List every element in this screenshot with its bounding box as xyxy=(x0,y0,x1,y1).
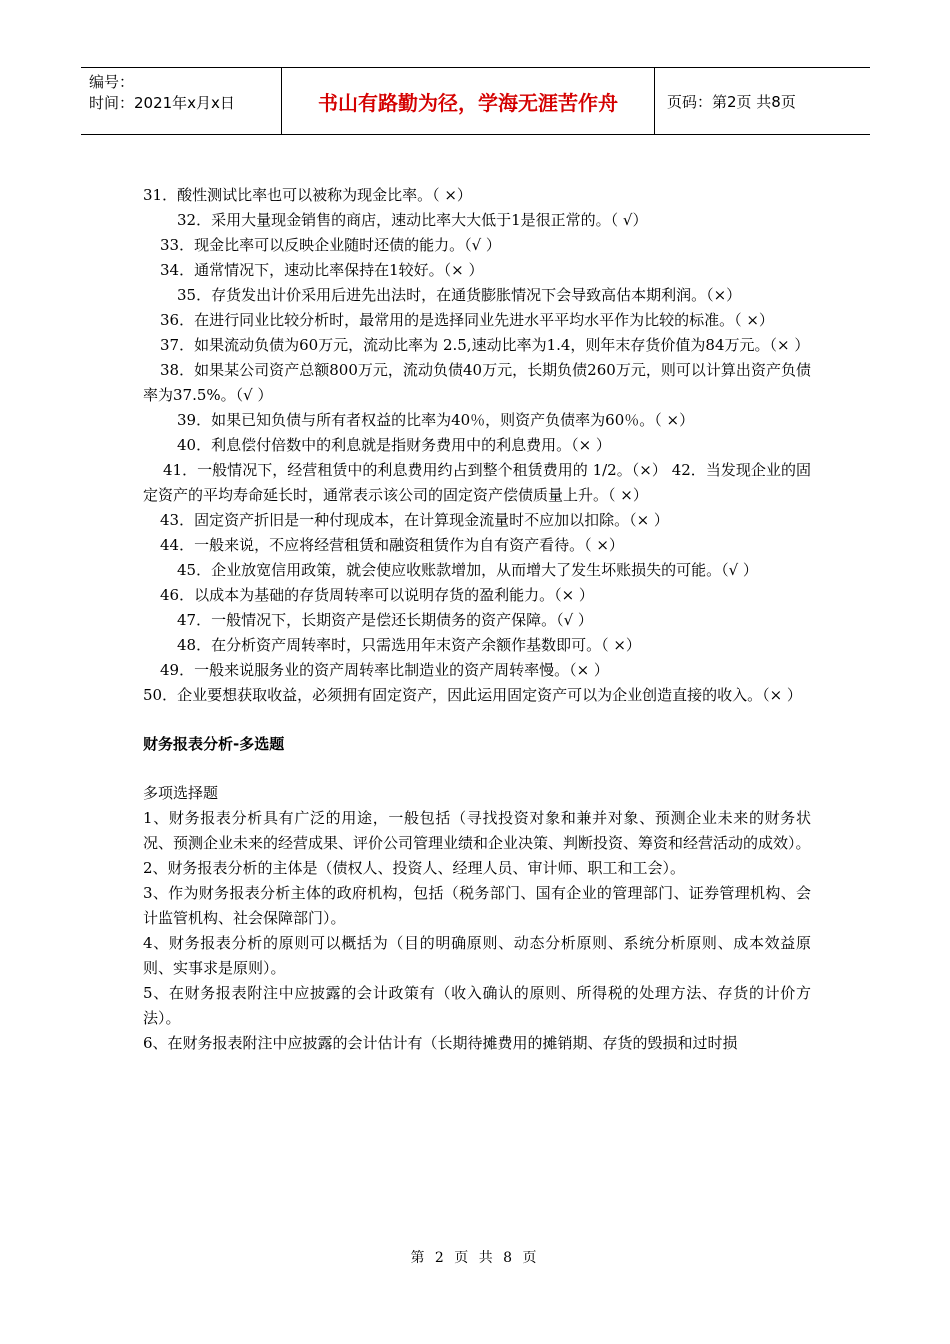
question-item: 36．在进行同业比较分析时，最常用的是选择同业先进水平平均水平作为比较的标准。（ ×） xyxy=(160,311,774,329)
question-item: 37．如果流动负债为60万元，流动比率为 2.5,速动比率为1.4，则年末存货价值为84万元。（× ） xyxy=(160,336,810,354)
question-item: 34．通常情况下，速动比率保持在1较好。（× ） xyxy=(160,261,484,279)
question-item: 49．一般来说服务业的资产周转率比制造业的资产周转率慢。（× ） xyxy=(160,661,609,679)
multi-choice-item: 3、作为财务报表分析主体的政府机构，包括（税务部门、国有企业的管理部门、证券管理机构、会计监管机构、社会保障部门）。 xyxy=(143,884,811,927)
section-title: 财务报表分析-多选题 xyxy=(143,735,285,753)
question-item: 39．如果已知负债与所有者权益的比率为40％，则资产负债率为60％。（ ×） xyxy=(177,411,695,429)
question-item: 35．存货发出计价采用后进先出法时，在通货膨胀情况下会导致高估本期利润。（×） xyxy=(177,286,742,304)
multi-choice-item: 1、财务报表分析具有广泛的用途，一般包括（寻找投资对象和兼并对象、预测企业未来的财务状况、预测企业未来的经营成果、评价公司管理业绩和企业决策、判断投资、筹资和经营活动的成效）。 xyxy=(143,809,811,852)
true-false-list xyxy=(143,183,811,708)
question-item: 32．采用大量现金销售的商店，速动比率大大低于1是很正常的。（ √） xyxy=(177,211,648,229)
multi-choice-item: 6、在财务报表附注中应披露的会计估计有（长期待摊费用的摊销期、存货的毁损和过时损 xyxy=(143,1034,738,1052)
question-item: 38．如果某公司资产总额800万元，流动负债40万元，长期负债260万元，则可以计算出资产负债率为37.5%。（√ ） xyxy=(143,361,811,404)
multi-choice-item: 4、财务报表分析的原则可以概括为（目的明确原则、动态分析原则、系统分析原则、成本效益原则、实事求是原则）。 xyxy=(143,934,811,977)
multi-choice-item: 5、在财务报表附注中应披露的会计政策有（收入确认的原则、所得税的处理方法、存货的计价方法）。 xyxy=(143,984,811,1027)
header-code-label: 编号： xyxy=(89,73,135,91)
question-item: 33．现金比率可以反映企业随时还债的能力。（√ ） xyxy=(160,236,501,254)
multi-choice-list xyxy=(143,806,811,1056)
question-item: 48．在分析资产周转率时，只需选用年末资产余额作基数即可。（ ×） xyxy=(177,636,641,654)
question-item: 40．利息偿付倍数中的利息就是指财务费用中的利息费用。（× ） xyxy=(177,436,611,454)
question-item: 41．一般情况下，经营租赁中的利息费用约占到整个租赁费用的 1/2。（×） 42．当发现企业的固定资产的平均寿命延长时，通常表示该公司的固定资产偿债质量上升。（ ×） xyxy=(143,461,811,504)
question-item: 31．酸性测试比率也可以被称为现金比率。（ ×） xyxy=(143,186,472,204)
question-item: 44．一般来说，不应将经营租赁和融资租赁作为自有资产看待。（ ×） xyxy=(160,536,624,554)
question-item: 47．一般情况下，长期资产是偿还长期债务的资产保障。（√ ） xyxy=(177,611,593,629)
multi-choice-item: 2、财务报表分析的主体是（债权人、投资人、经理人员、审计师、职工和工会）。 xyxy=(143,859,686,877)
question-item: 43．固定资产折旧是一种付现成本，在计算现金流量时不应加以扣除。（× ） xyxy=(160,511,669,529)
question-item: 50．企业要想获取收益，必须拥有固定资产，因此运用固定资产可以为企业创造直接的收入。（× ） xyxy=(143,686,802,704)
page-header xyxy=(81,67,870,135)
question-item: 45．企业放宽信用政策，就会使应收账款增加，从而增大了发生坏账损失的可能。（√ ） xyxy=(177,561,758,579)
header-page-label: 页码：第2页 共8页 xyxy=(667,92,796,111)
page-footer: 第 2 页 共 8 页 xyxy=(410,1250,540,1266)
header-motto: 书山有路勤为径，学海无涯苦作舟 xyxy=(282,68,655,134)
document-body xyxy=(143,183,811,1056)
question-item: 46．以成本为基础的存货周转率可以说明存货的盈利能力。（× ） xyxy=(160,586,594,604)
multi-choice-label: 多项选择题 xyxy=(143,784,219,802)
header-time-label: 时间：2021年x月x日 xyxy=(89,94,235,112)
header-info xyxy=(81,68,282,134)
